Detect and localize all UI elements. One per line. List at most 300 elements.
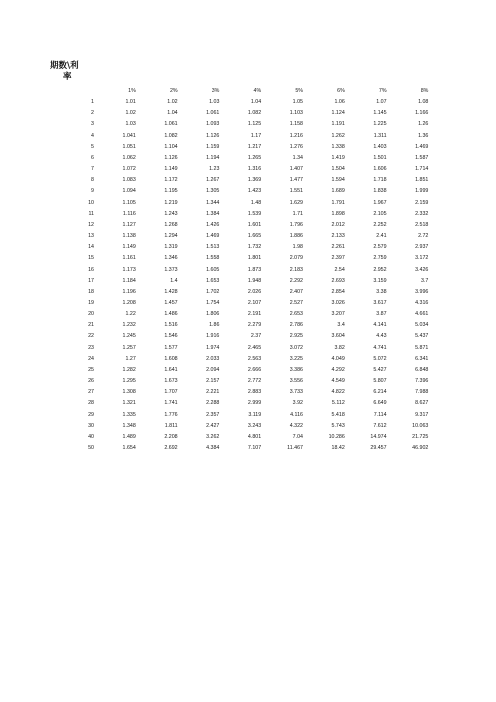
factor-cell: 2.999 [247, 400, 262, 407]
factor-cell: 3.243 [247, 422, 262, 429]
table-row [50, 119, 428, 130]
factor-cell: 1.999 [415, 188, 429, 195]
factor-cell: 1.403 [373, 143, 387, 150]
factor-cell: 7.988 [415, 389, 429, 396]
table-row [50, 220, 428, 231]
factor-cell: 1.898 [331, 210, 345, 217]
factor-cell: 3.82 [334, 344, 345, 351]
factor-cell: 2.407 [289, 288, 303, 295]
factor-cell: 46.902 [412, 445, 429, 451]
factor-cell: 3.159 [373, 277, 387, 284]
factor-cell: 1.348 [122, 422, 136, 429]
factor-cell: 4.141 [373, 322, 387, 329]
table-row [50, 108, 428, 119]
factor-cell: 1.294 [164, 233, 178, 240]
factor-cell: 1.707 [164, 389, 178, 396]
factor-cell: 2.37 [250, 333, 262, 340]
factor-cell: 1.967 [373, 199, 387, 206]
factor-cell: 2.332 [415, 210, 429, 217]
factor-cell: 1.161 [122, 255, 136, 262]
factor-cell: 1.126 [206, 132, 220, 139]
factor-cell: 1.126 [164, 154, 178, 161]
row-period-label: 27 [88, 389, 94, 396]
factor-cell: 6.341 [415, 355, 429, 362]
factor-cell: 4.049 [331, 355, 345, 362]
row-period-label: 28 [88, 400, 94, 407]
factor-cell: 1.124 [331, 110, 345, 117]
factor-cell: 1.673 [164, 378, 178, 385]
factor-cell: 1.08 [418, 99, 429, 106]
factor-cell: 3.426 [415, 266, 429, 273]
factor-cell: 1.689 [331, 188, 345, 195]
factor-cell: 2.012 [331, 221, 345, 228]
factor-cell: 5.418 [331, 411, 345, 418]
factor-cell: 2.026 [247, 288, 262, 295]
factor-cell: 7.612 [373, 422, 387, 429]
compound-factor-table [50, 86, 428, 454]
factor-cell: 1.419 [331, 154, 345, 161]
factor-cell: 1.217 [247, 143, 262, 150]
factor-cell: 1.216 [289, 132, 303, 139]
table-row [50, 164, 428, 175]
factor-cell: 1.873 [247, 266, 262, 273]
table-body [50, 97, 428, 454]
factor-cell: 1.311 [373, 132, 387, 139]
factor-cell: 1.469 [415, 143, 429, 150]
factor-cell: 2.183 [289, 266, 303, 273]
factor-cell: 1.219 [164, 199, 178, 206]
table-row [50, 410, 428, 421]
factor-cell: 1.094 [122, 188, 136, 195]
factor-cell: 1.344 [206, 199, 220, 206]
table-row [50, 131, 428, 142]
factor-cell: 3.072 [289, 344, 303, 351]
table-row [50, 242, 428, 253]
factor-cell: 1.295 [122, 378, 136, 385]
factor-cell: 4.801 [247, 433, 262, 440]
factor-cell: 1.513 [206, 244, 220, 251]
factor-cell: 3.996 [415, 288, 429, 295]
row-period-label: 12 [88, 221, 94, 228]
row-period-label: 9 [91, 188, 94, 195]
factor-cell: 1.194 [206, 154, 220, 161]
factor-cell: 1.546 [164, 333, 178, 340]
table-row [50, 175, 428, 186]
factor-cell: 1.886 [289, 233, 303, 240]
factor-cell: 4.43 [376, 333, 387, 340]
factor-cell: 1.243 [164, 210, 178, 217]
factor-cell: 2.279 [247, 322, 262, 329]
factor-cell: 6.649 [373, 400, 387, 407]
factor-cell: 1.577 [164, 344, 178, 351]
factor-cell: 2.854 [331, 288, 345, 295]
factor-cell: 3.7 [421, 277, 429, 284]
factor-cell: 1.06 [334, 99, 345, 106]
factor-cell: 2.191 [247, 311, 262, 318]
row-period-label: 5 [91, 143, 94, 150]
factor-cell: 1.335 [122, 411, 136, 418]
factor-cell: 1.03 [125, 121, 136, 128]
factor-cell: 10.063 [412, 422, 429, 429]
row-period-label: 8 [91, 177, 94, 184]
factor-cell: 1.469 [206, 233, 220, 240]
factor-cell: 1.702 [206, 288, 220, 295]
factor-cell: 1.173 [122, 266, 136, 273]
factor-cell: 2.427 [206, 422, 220, 429]
factor-cell: 1.551 [289, 188, 303, 195]
factor-cell: 1.166 [415, 110, 429, 117]
corner-header-line-1: 期数\利 [50, 61, 79, 71]
factor-cell: 1.489 [122, 433, 136, 440]
factor-cell: 1.208 [122, 299, 136, 306]
row-period-label: 24 [88, 355, 94, 362]
factor-cell: 2.579 [373, 244, 387, 251]
factor-cell: 2.094 [206, 366, 220, 373]
factor-cell: 1.796 [289, 221, 303, 228]
factor-cell: 2.518 [415, 221, 429, 228]
factor-cell: 1.714 [415, 166, 429, 173]
factor-cell: 1.145 [373, 110, 387, 117]
factor-cell: 2.252 [373, 221, 387, 228]
factor-cell: 1.754 [206, 299, 220, 306]
factor-cell: 1.423 [247, 188, 262, 195]
factor-cell: 2.079 [289, 255, 303, 262]
factor-cell: 2.261 [331, 244, 345, 251]
row-period-label: 40 [88, 433, 94, 440]
factor-cell: 2.937 [415, 244, 429, 251]
factor-cell: 2.952 [373, 266, 387, 273]
factor-cell: 1.061 [164, 121, 178, 128]
factor-cell: 2.105 [373, 210, 387, 217]
factor-cell: 1.26 [418, 121, 429, 128]
factor-cell: 1.428 [164, 288, 178, 295]
row-period-label: 6 [91, 154, 94, 161]
factor-cell: 1.245 [122, 333, 136, 340]
factor-cell: 1.02 [125, 110, 136, 117]
row-period-label: 20 [88, 311, 94, 318]
factor-cell: 1.072 [122, 166, 136, 173]
factor-cell: 1.062 [122, 154, 136, 161]
factor-cell: 1.558 [206, 255, 220, 262]
factor-cell: 1.04 [250, 99, 262, 106]
factor-cell: 3.556 [289, 378, 303, 385]
factor-cell: 1.104 [164, 143, 178, 150]
table-row [50, 265, 428, 276]
table-row [50, 365, 428, 376]
corner-header [50, 61, 90, 83]
table-row [50, 97, 428, 108]
factor-cell: 8.627 [415, 400, 429, 407]
row-period-label: 26 [88, 378, 94, 385]
factor-cell: 1.501 [373, 154, 387, 161]
row-period-label: 1 [91, 99, 94, 106]
factor-cell: 1.369 [247, 177, 262, 184]
factor-cell: 5.871 [415, 344, 429, 351]
factor-cell: 5.437 [415, 333, 429, 340]
factor-cell: 3.92 [292, 400, 303, 407]
row-period-label: 22 [88, 333, 94, 340]
factor-cell: 1.601 [247, 221, 262, 228]
factor-cell: 3.604 [331, 333, 345, 340]
row-period-label: 7 [91, 166, 94, 173]
row-period-label: 11 [88, 210, 94, 217]
table-row [50, 432, 428, 443]
factor-cell: 4.741 [373, 344, 387, 351]
factor-cell: 2.666 [247, 366, 262, 373]
factor-cell: 1.477 [289, 177, 303, 184]
factor-cell: 1.791 [331, 199, 345, 206]
factor-cell: 3.026 [331, 299, 345, 306]
table-row [50, 209, 428, 220]
factor-cell: 5.034 [415, 322, 429, 329]
factor-cell: 2.357 [206, 411, 220, 418]
factor-cell: 1.948 [247, 277, 262, 284]
factor-cell: 2.693 [331, 277, 345, 284]
factor-cell: 18.42 [331, 445, 345, 451]
factor-cell: 6.214 [373, 389, 387, 396]
factor-cell: 2.133 [331, 233, 345, 240]
table-row [50, 186, 428, 197]
row-period-label: 17 [88, 277, 94, 284]
factor-cell: 1.4 [170, 277, 178, 284]
factor-cell: 1.267 [206, 177, 220, 184]
factor-cell: 2.107 [247, 299, 262, 306]
factor-cell: 1.916 [206, 333, 220, 340]
factor-cell: 1.051 [122, 143, 136, 150]
factor-cell: 1.811 [164, 422, 178, 429]
factor-cell: 1.594 [331, 177, 345, 184]
factor-cell: 1.083 [122, 177, 136, 184]
factor-cell: 1.149 [164, 166, 178, 173]
table-row [50, 253, 428, 264]
factor-cell: 5.743 [331, 422, 345, 429]
factor-cell: 1.184 [122, 277, 136, 284]
factor-cell: 2.157 [206, 378, 220, 385]
table-row [50, 387, 428, 398]
factor-cell: 1.539 [247, 210, 262, 217]
factor-cell: 2.221 [206, 389, 220, 396]
table-row [50, 231, 428, 242]
factor-cell: 29.457 [370, 445, 387, 451]
factor-cell: 1.516 [164, 322, 178, 329]
factor-cell: 1.346 [164, 255, 178, 262]
factor-cell: 1.149 [122, 244, 136, 251]
table-row [50, 421, 428, 432]
factor-cell: 1.196 [122, 288, 136, 295]
row-period-label: 25 [88, 366, 94, 373]
factor-cell: 1.305 [206, 188, 220, 195]
column-header-rate: 5% [295, 88, 303, 94]
column-header-rate: 1% [128, 88, 136, 94]
factor-cell: 3.4 [337, 322, 345, 329]
row-period-label: 4 [91, 132, 94, 139]
header-row [50, 86, 428, 97]
factor-cell: 2.033 [206, 355, 220, 362]
factor-cell: 1.159 [206, 143, 220, 150]
factor-cell: 1.105 [122, 199, 136, 206]
factor-cell: 1.232 [122, 322, 136, 329]
factor-cell: 7.114 [373, 411, 387, 418]
factor-cell: 2.653 [289, 311, 303, 318]
row-period-label: 21 [88, 322, 94, 329]
factor-cell: 1.806 [206, 311, 220, 318]
factor-cell: 2.208 [164, 433, 178, 440]
factor-cell: 3.172 [415, 255, 429, 262]
row-period-label: 30 [88, 422, 94, 429]
factor-cell: 2.759 [373, 255, 387, 262]
factor-cell: 1.22 [125, 311, 136, 318]
factor-cell: 1.158 [289, 121, 303, 128]
factor-cell: 1.838 [373, 188, 387, 195]
factor-cell: 2.288 [206, 400, 220, 407]
factor-cell: 1.138 [122, 233, 136, 240]
factor-cell: 1.082 [247, 110, 262, 117]
factor-cell: 1.718 [373, 177, 387, 184]
factor-cell: 7.396 [415, 378, 429, 385]
factor-cell: 1.605 [206, 266, 220, 273]
factor-cell: 1.98 [292, 244, 303, 251]
factor-cell: 1.373 [164, 266, 178, 273]
table-row [50, 309, 428, 320]
factor-cell: 1.776 [164, 411, 178, 418]
column-header-rate: 2% [169, 88, 178, 94]
factor-cell: 1.86 [209, 322, 220, 329]
factor-cell: 10.286 [328, 433, 345, 440]
table-row [50, 298, 428, 309]
factor-cell: 2.925 [289, 333, 303, 340]
factor-cell: 1.308 [122, 389, 136, 396]
factor-cell: 1.504 [331, 166, 345, 173]
factor-cell: 1.041 [122, 132, 136, 139]
row-period-label: 18 [88, 288, 94, 295]
table-row [50, 198, 428, 209]
factor-cell: 3.207 [331, 311, 345, 318]
factor-cell: 1.654 [122, 445, 136, 451]
factor-cell: 2.159 [415, 199, 429, 206]
table-row [50, 443, 428, 454]
factor-cell: 1.321 [122, 400, 136, 407]
factor-cell: 1.629 [289, 199, 303, 206]
factor-cell: 1.061 [206, 110, 220, 117]
factor-cell: 2.772 [247, 378, 262, 385]
row-period-label: 16 [88, 266, 94, 273]
factor-cell: 2.527 [289, 299, 303, 306]
row-period-label: 23 [88, 344, 94, 351]
factor-cell: 1.426 [206, 221, 220, 228]
factor-cell: 1.04 [167, 110, 178, 117]
corner-header-line-2: 率 [63, 72, 72, 82]
factor-cell: 1.268 [164, 221, 178, 228]
column-header-rate: 6% [337, 88, 345, 94]
factor-cell: 2.563 [247, 355, 262, 362]
factor-cell: 1.316 [247, 166, 262, 173]
factor-cell: 1.116 [122, 210, 136, 217]
factor-cell: 21.725 [412, 433, 429, 440]
column-header-rate: 7% [378, 88, 387, 94]
factor-cell: 1.801 [247, 255, 262, 262]
row-period-label: 50 [88, 445, 94, 451]
factor-cell: 4.822 [331, 389, 345, 396]
factor-cell: 7.04 [292, 433, 303, 440]
row-period-label: 29 [88, 411, 94, 418]
factor-cell: 1.23 [209, 166, 220, 173]
factor-cell: 2.692 [164, 445, 178, 451]
factor-cell: 1.486 [164, 311, 178, 318]
factor-cell: 1.082 [164, 132, 178, 139]
factor-cell: 1.05 [292, 99, 303, 106]
factor-cell: 3.225 [289, 355, 303, 362]
factor-cell: 1.127 [122, 221, 136, 228]
factor-cell: 1.265 [247, 154, 262, 161]
factor-cell: 4.292 [331, 366, 345, 373]
table-row [50, 153, 428, 164]
table-row [50, 320, 428, 331]
factor-cell: 3.617 [373, 299, 387, 306]
factor-cell: 1.27 [125, 355, 136, 362]
factor-cell: 5.807 [373, 378, 387, 385]
row-period-label: 19 [88, 299, 94, 306]
factor-cell: 1.282 [122, 366, 136, 373]
factor-cell: 1.732 [247, 244, 262, 251]
factor-cell: 1.665 [247, 233, 262, 240]
factor-cell: 1.851 [415, 177, 429, 184]
row-period-label: 3 [91, 121, 94, 128]
factor-cell: 2.397 [331, 255, 345, 262]
factor-cell: 2.41 [376, 233, 387, 240]
factor-cell: 1.093 [206, 121, 220, 128]
factor-cell: 3.386 [289, 366, 303, 373]
row-period-label: 13 [88, 233, 94, 240]
table-row [50, 398, 428, 409]
factor-cell: 1.457 [164, 299, 178, 306]
factor-cell: 1.103 [289, 110, 303, 117]
table-row [50, 142, 428, 153]
factor-cell: 14.974 [370, 433, 387, 440]
factor-cell: 2.786 [289, 322, 303, 329]
factor-cell: 1.125 [247, 121, 262, 128]
factor-cell: 1.257 [122, 344, 136, 351]
factor-cell: 1.606 [373, 166, 387, 173]
factor-cell: 4.661 [415, 311, 429, 318]
column-header-rate: 3% [211, 88, 220, 94]
factor-cell: 1.653 [206, 277, 220, 284]
row-period-label: 10 [88, 199, 94, 206]
factor-cell: 5.427 [373, 366, 387, 373]
factor-cell: 1.225 [373, 121, 387, 128]
table-row [50, 376, 428, 387]
factor-cell: 2.883 [247, 389, 262, 396]
table-row [50, 331, 428, 342]
table-row [50, 354, 428, 365]
table-row [50, 287, 428, 298]
factor-cell: 1.34 [292, 154, 303, 161]
factor-cell: 1.71 [292, 210, 303, 217]
factor-cell: 2.72 [418, 233, 429, 240]
factor-cell: 1.17 [250, 132, 262, 139]
factor-cell: 11.467 [287, 445, 303, 451]
factor-cell: 1.407 [289, 166, 303, 173]
factor-cell: 3.262 [206, 433, 220, 440]
factor-cell: 2.54 [334, 266, 345, 273]
factor-cell: 3.119 [248, 411, 262, 418]
factor-cell: 3.38 [376, 288, 387, 295]
table-row [50, 276, 428, 287]
factor-cell: 3.733 [289, 389, 303, 396]
factor-cell: 5.112 [331, 400, 345, 407]
factor-cell: 2.465 [247, 344, 262, 351]
factor-cell: 1.07 [376, 99, 387, 106]
factor-cell: 1.384 [206, 210, 220, 217]
